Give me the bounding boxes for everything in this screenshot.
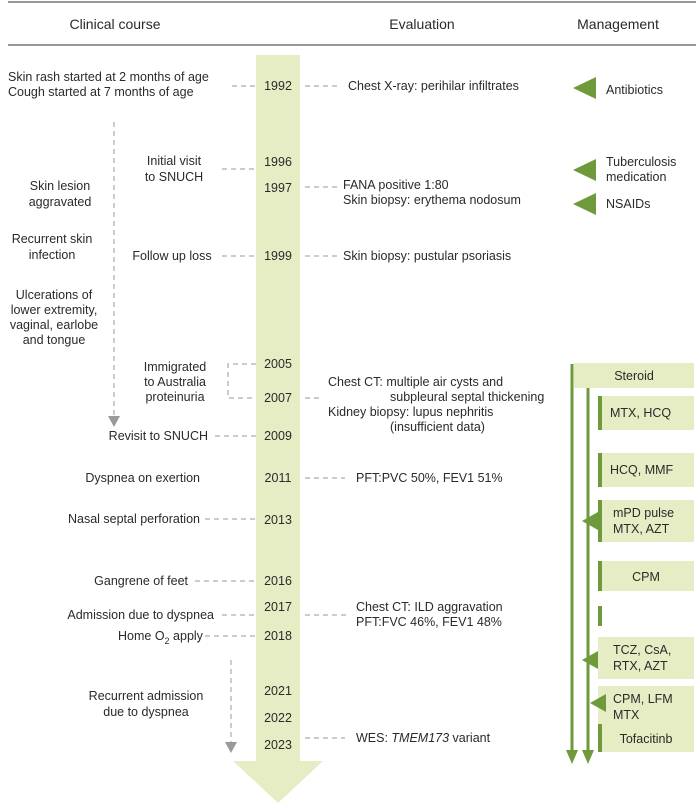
clinical-event: infection	[28, 248, 76, 262]
management-item: Tuberculosis	[606, 155, 677, 169]
connectors	[114, 86, 350, 742]
dashed-arrow-head	[225, 742, 237, 753]
timeline-arrow-head	[233, 761, 323, 803]
clinical-event: to Australia	[144, 375, 206, 389]
clinical-event: Cough started at 7 months of age	[8, 85, 194, 99]
evaluation-item: Chest CT: multiple air cysts and	[328, 375, 504, 389]
management-item: HCQ, MMF	[610, 463, 674, 477]
management-item: CPM, LFM	[613, 692, 673, 706]
management-item: MTX, AZT	[613, 522, 670, 536]
year-label: 2021	[264, 684, 292, 698]
evaluation-item: Skin biopsy: erythema nodosum	[343, 193, 521, 207]
header-clinical-course: Clinical course	[69, 16, 161, 32]
year-label: 2009	[264, 429, 292, 443]
dashed-arrow-head	[108, 416, 120, 427]
year-label: 2005	[264, 357, 292, 371]
home-o2-text: Home O	[118, 629, 165, 643]
year-label: 2013	[264, 513, 292, 527]
year-label: 1992	[264, 79, 292, 93]
clinical-event: Dyspnea on exertion	[85, 471, 200, 485]
evaluation-item: FANA positive 1:80	[343, 178, 449, 192]
header-evaluation: Evaluation	[389, 16, 455, 32]
wes-text: variant	[449, 731, 491, 745]
year-label: 2018	[264, 629, 292, 643]
management-item: TCZ, CsA,	[613, 643, 672, 657]
connector	[228, 364, 256, 398]
management-column	[566, 77, 694, 764]
clinical-event: Admission due to dyspnea	[67, 608, 214, 622]
clinical-event: Recurrent admission	[88, 689, 204, 703]
box-accent	[598, 453, 602, 487]
management-arrow	[582, 651, 598, 669]
management-arrow	[582, 512, 598, 530]
year-label: 1999	[264, 249, 292, 263]
clinical-event: Nasal septal perforation	[67, 512, 200, 526]
clinical-event: and tongue	[22, 333, 86, 347]
management-item: medication	[606, 170, 667, 184]
evaluation-item: Kidney biopsy: lupus nephritis	[328, 405, 494, 419]
wes-gene: TMEM173	[391, 731, 450, 745]
therapy-arrow-head	[582, 750, 594, 764]
management-arrow	[573, 193, 596, 215]
evaluation-item: PFT:FVC 46%, FEV1 48%	[356, 615, 502, 629]
year-label: 2023	[264, 738, 292, 752]
evaluation-item: Chest X-ray: perihilar infiltrates	[348, 79, 519, 93]
home-o2-text: apply	[169, 629, 203, 643]
evaluation-item: PFT:PVC 50%, FEV1 51%	[356, 471, 503, 485]
clinical-event: due to dyspnea	[103, 705, 189, 719]
clinical-event: Immigrated	[143, 360, 207, 374]
management-arrow	[573, 159, 596, 181]
clinical-event-home-o2	[118, 629, 204, 646]
header-management: Management	[577, 16, 659, 32]
clinical-event: to SNUCH	[144, 170, 204, 184]
year-label: 1997	[264, 181, 292, 195]
clinical-event: Revisit to SNUCH	[108, 429, 208, 443]
evaluation-item: (insufficient data)	[390, 420, 485, 434]
clinical-event: Skin rash started at 2 months of age	[8, 70, 209, 84]
evaluation-item-wes	[356, 731, 491, 745]
management-item: CPM	[632, 570, 660, 584]
year-label: 2022	[264, 711, 292, 725]
clinical-event: Gangrene of feet	[94, 574, 188, 588]
year-label: 2011	[264, 471, 292, 485]
year-label: 1996	[264, 155, 292, 169]
clinical-event: Initial visit	[146, 154, 202, 168]
clinical-event: lower extremity,	[10, 303, 98, 317]
clinical-event: Follow up loss	[132, 249, 212, 263]
management-item: Tofacitinb	[619, 732, 673, 746]
wes-text: WES:	[356, 731, 392, 745]
management-arrow	[573, 77, 596, 99]
clinical-event: aggravated	[28, 195, 92, 209]
clinical-event: Skin lesion	[29, 179, 91, 193]
home-o2-subscript: 2	[164, 636, 170, 646]
year-label: 2007	[264, 391, 292, 405]
box-accent	[598, 561, 602, 591]
clinical-event: Ulcerations of	[15, 288, 93, 302]
evaluation-item: Chest CT: ILD aggravation	[356, 600, 503, 614]
clinical-event: vaginal, earlobe	[9, 318, 99, 332]
box-accent	[598, 724, 602, 752]
steroid-arrow-head	[566, 750, 578, 764]
evaluation-column	[328, 79, 544, 745]
box-accent	[598, 606, 602, 626]
management-item: RTX, AZT	[613, 659, 668, 673]
year-label: 2016	[264, 574, 292, 588]
clinical-event: Recurrent skin	[11, 232, 93, 246]
evaluation-item: subpleural septal thickening	[390, 390, 545, 404]
management-item: mPD pulse	[613, 506, 675, 520]
management-item: NSAIDs	[606, 197, 651, 211]
management-item: Antibiotics	[606, 83, 663, 97]
management-item: MTX	[613, 708, 640, 722]
year-label: 2017	[264, 600, 292, 614]
clinical-course-column	[8, 70, 214, 719]
box-accent	[598, 396, 602, 430]
clinical-event: proteinuria	[145, 390, 205, 404]
management-item: MTX, HCQ	[610, 406, 672, 420]
box-accent	[598, 500, 602, 542]
evaluation-item: Skin biopsy: pustular psoriasis	[343, 249, 512, 263]
management-item: Steroid	[614, 369, 654, 383]
